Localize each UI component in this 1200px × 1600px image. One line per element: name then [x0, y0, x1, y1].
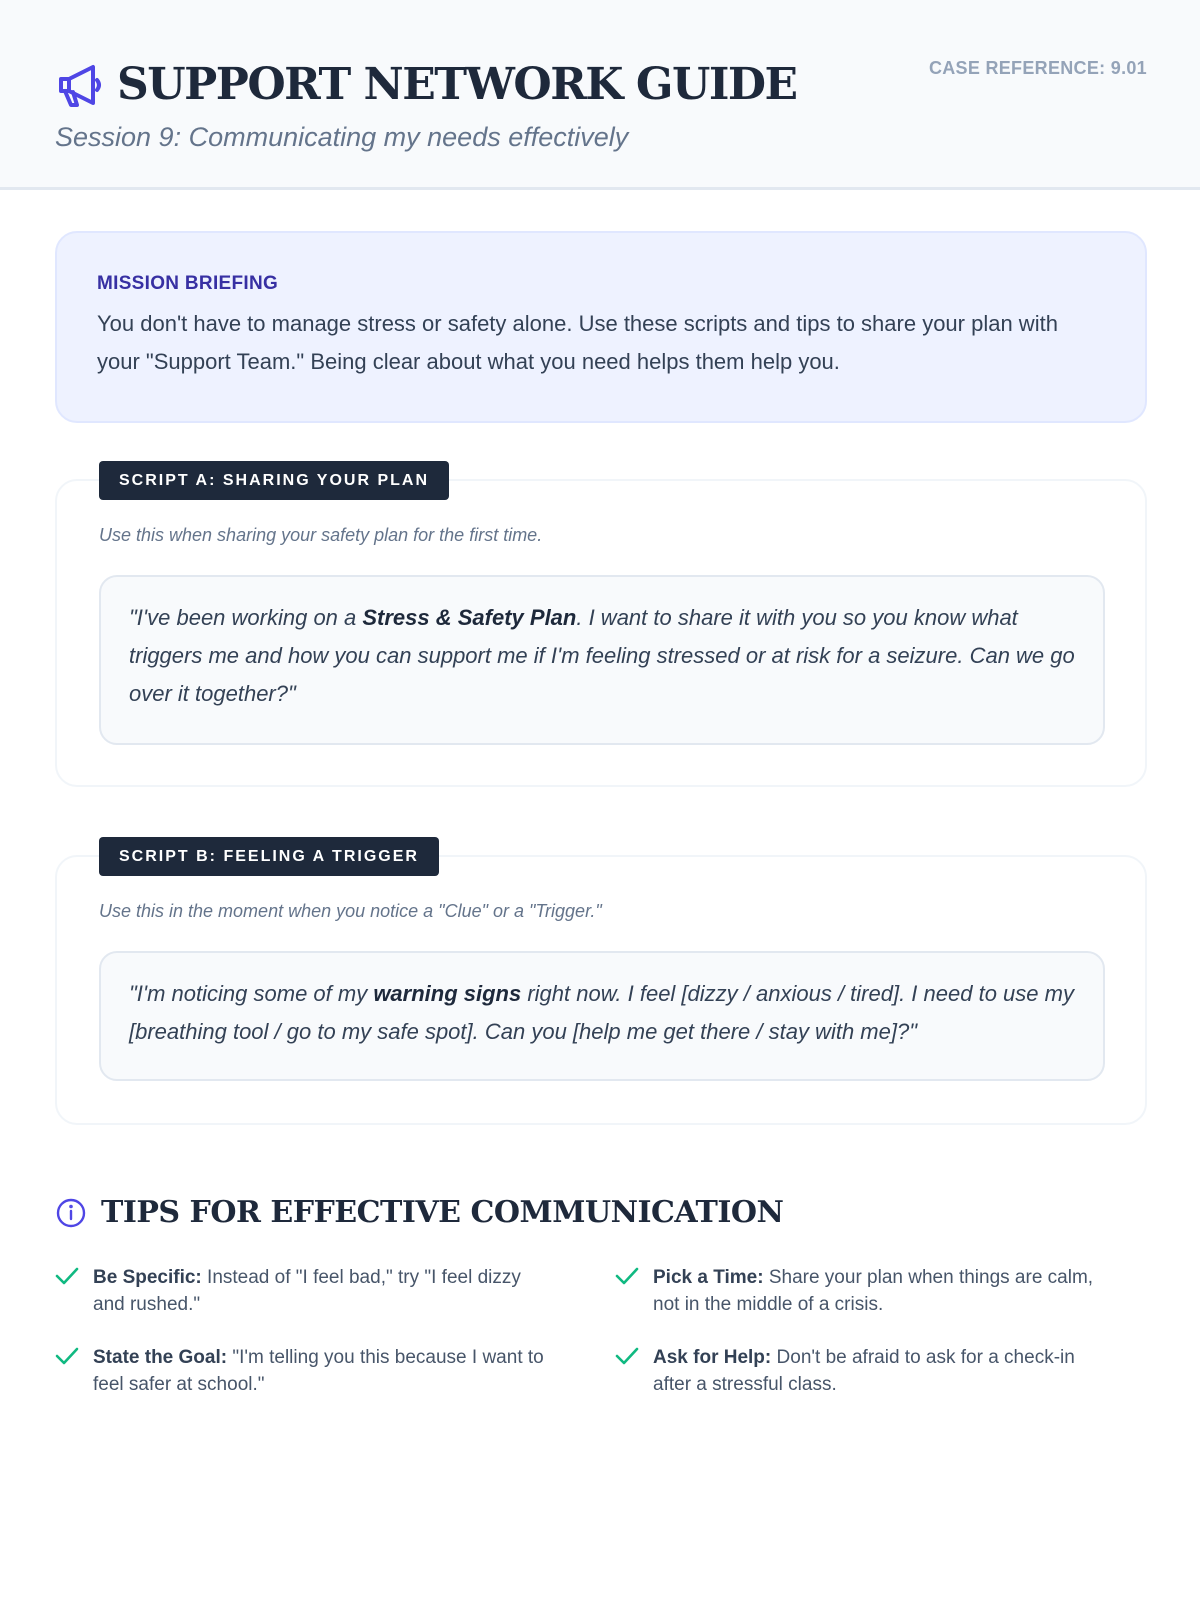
check-icon: [55, 1344, 93, 1398]
quote-text: right now. I feel [dizzy / anxious / tired]. I need to use my [breathing tool / go to my safe spot]. Can you [help me get there / stay with me]?": [129, 981, 1074, 1044]
script-quote-a: [99, 575, 1105, 745]
script-hint-a: Use this when sharing your safety plan for the first time.: [99, 525, 543, 545]
check-icon: [615, 1344, 653, 1398]
info-icon: [55, 1197, 87, 1229]
tip-text: [93, 1344, 555, 1398]
quote-emphasis: warning signs: [373, 981, 522, 1006]
tip-label: State the Goal:: [93, 1347, 228, 1368]
megaphone-icon: [55, 60, 105, 110]
page-subtitle: Session 9: Communicating my needs effectively: [55, 122, 629, 152]
script-tab-a: SCRIPT A: SHARING YOUR PLAN: [99, 461, 449, 500]
briefing-text: You don't have to manage stress or safety alone. Use these scripts and tips to share your plan with your "Support Team." Being clear about what you need helps them help you.: [97, 311, 1058, 374]
tip-text: [653, 1264, 1115, 1318]
quote-text: . I want to share it with you so you know what triggers me and how you can support me if I'm feeling stressed or at risk for a seizure. Can we go over it together?": [129, 605, 1075, 706]
tip-text: [93, 1264, 555, 1318]
tip-label: Ask for Help:: [653, 1347, 772, 1368]
script-quote-b: [99, 951, 1105, 1081]
page-header: [0, 0, 1200, 190]
briefing-label: MISSION BRIEFING: [97, 273, 279, 294]
quote-text: "I've been working on a: [129, 605, 363, 630]
tip-item: [55, 1264, 555, 1318]
tip-body: "I'm telling you this because I want to feel safer at school.": [93, 1347, 544, 1395]
tip-body: Share your plan when things are calm, not in the middle of a crisis.: [653, 1267, 1094, 1315]
script-tab-b: SCRIPT B: FEELING A TRIGGER: [99, 837, 439, 876]
script-card-b: [55, 848, 1147, 1125]
tip-label: Pick a Time:: [653, 1267, 764, 1288]
brand: [55, 58, 797, 112]
tip-item: [615, 1264, 1115, 1318]
case-reference: CASE REFERENCE: 9.01: [928, 58, 1147, 78]
script-card-a: [55, 472, 1147, 787]
page-title: SUPPORT NETWORK GUIDE: [117, 59, 797, 110]
quote-emphasis: Stress & Safety Plan: [362, 605, 577, 630]
tip-label: Be Specific:: [93, 1267, 202, 1288]
tip-body: Don't be afraid to ask for a check-in after a stressful class.: [653, 1347, 1075, 1395]
mission-briefing-card: [55, 231, 1147, 423]
tip-item: [55, 1344, 555, 1398]
script-hint-b: Use this in the moment when you notice a "Clue" or a "Trigger.": [99, 901, 602, 921]
check-icon: [615, 1264, 653, 1318]
tip-item: [615, 1344, 1115, 1398]
tip-text: [653, 1344, 1115, 1398]
tips-heading: [55, 1195, 783, 1230]
tip-body: Instead of "I feel bad," try "I feel dizzy and rushed.": [93, 1267, 521, 1315]
tips-title: TIPS FOR EFFECTIVE COMMUNICATION: [101, 1195, 784, 1230]
check-icon: [55, 1264, 93, 1318]
quote-text: "I'm noticing some of my: [129, 981, 374, 1006]
